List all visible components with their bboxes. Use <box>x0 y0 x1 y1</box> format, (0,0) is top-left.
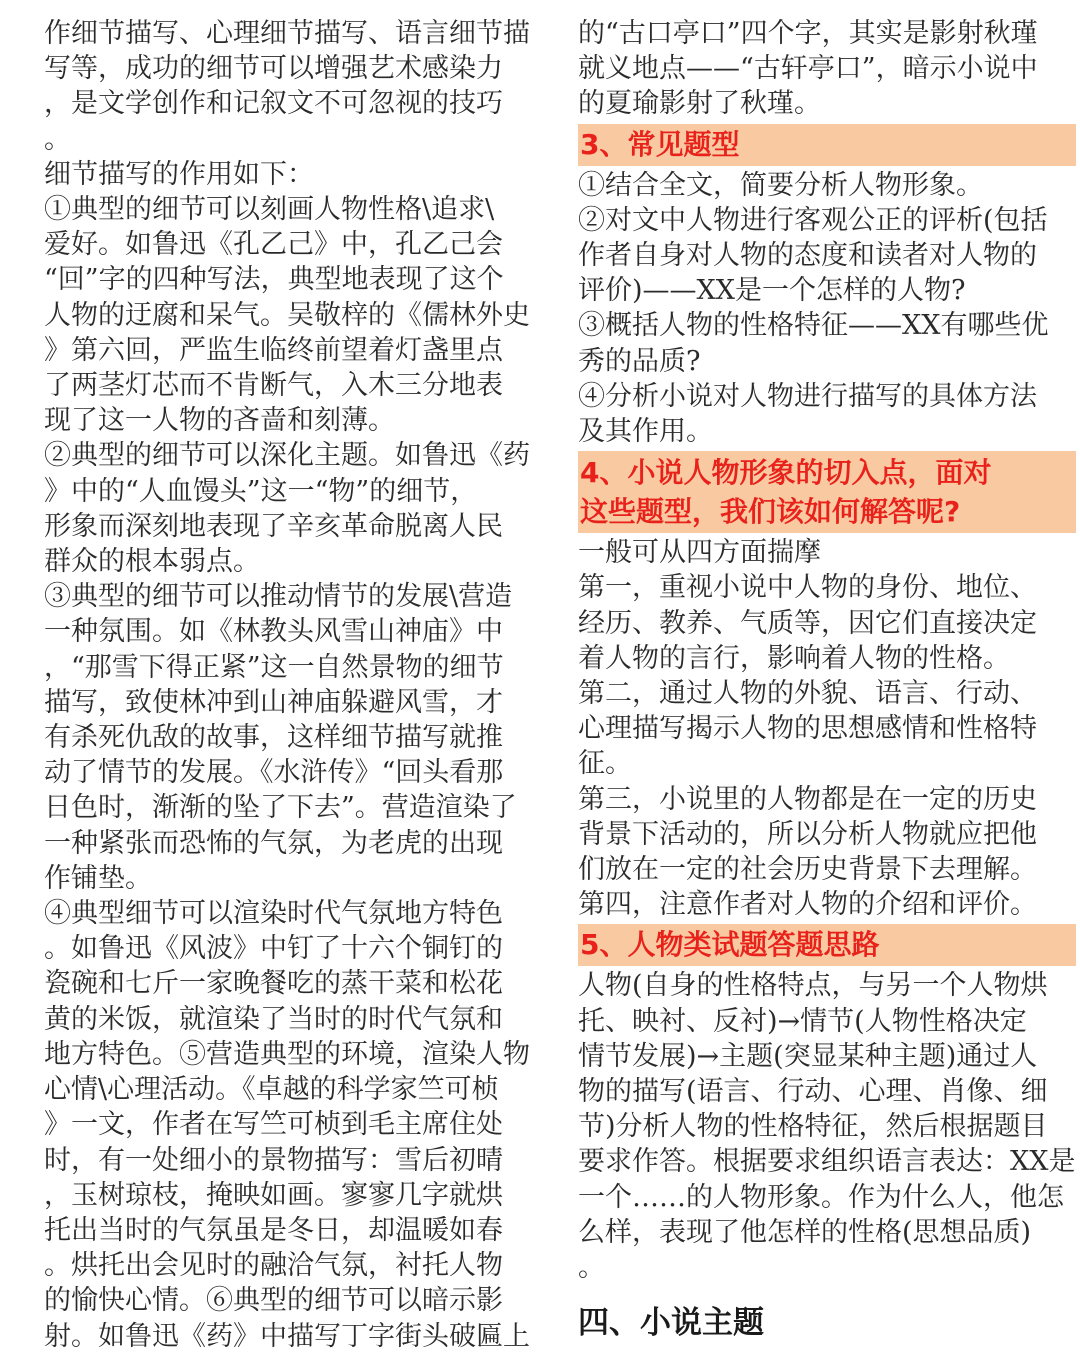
text-line: 要求作答。根据要求组织语言表达：XX是 <box>578 1146 1076 1178</box>
text-line: 人物的迂腐和呆气。吴敬梓的《儒林外史 <box>44 299 530 331</box>
text-line: 的“古口亭口”四个字，其实是影射秋瑾 <box>578 18 1038 49</box>
text-line: 一般可从四方面揣摩 <box>578 537 821 569</box>
text-line: 。如鲁迅《风波》中钉了十六个铜钉的 <box>44 933 503 965</box>
text-line: 群众的根本弱点。 <box>44 546 260 578</box>
text-line: 现了这一人物的吝啬和刻薄。 <box>44 405 395 437</box>
text-line: 们放在一定的社会历史背景下去理解。 <box>578 854 1037 886</box>
text-line: 一种紧张而恐怖的气氛，为老虎的出现 <box>44 827 503 859</box>
text-line: 心理描写揭示人物的思想感情和性格特 <box>578 713 1037 745</box>
text-line: 时，有一处细小的景物描写：雪后初晴 <box>44 1144 503 1176</box>
text-line: ④典型细节可以渲染时代气氛地方特色 <box>44 898 503 930</box>
text-line: 人物(自身的性格特点，与另一个人物烘 <box>578 970 1048 1002</box>
text-line: 评价)——XX是一个怎样的人物? <box>578 275 966 307</box>
text-line: 动了情节的发展。《水浒传》“回头看那 <box>44 757 504 789</box>
text-line: 节)分析人物的性格特征，然后根据题目 <box>578 1111 1048 1143</box>
text-line: 黄的米饭，就渲染了当时的时代气氛和 <box>44 1003 503 1035</box>
text-line: 。 <box>44 123 71 155</box>
section-heading-4-line: 这些题型，我们该如何解答呢? <box>580 495 961 529</box>
text-line: 》第六回，严监生临终前望着灯盏里点 <box>44 334 503 366</box>
text-line: ②典型的细节可以深化主题。如鲁迅《药 <box>44 440 530 472</box>
text-line: 。 <box>578 1252 605 1284</box>
text-line: 秀的品质? <box>578 345 701 377</box>
section-heading-4-line: 4、小说人物形象的切入点，面对 <box>580 456 992 490</box>
left-column <box>44 16 544 1354</box>
text-line: 托出当时的气氛虽是冬日，却温暖如春 <box>44 1214 503 1246</box>
text-line: 就义地点——“古轩亭口”，暗示小说中 <box>578 53 1038 85</box>
text-line: 第二，通过人物的外貌、语言、行动、 <box>578 678 1037 710</box>
text-line: 细节描写的作用如下： <box>44 158 314 190</box>
right-column <box>578 16 1076 1343</box>
text-line: 》中的“人血馒头”这一“物”的细节， <box>44 475 478 507</box>
text-line: ④分析小说对人物进行描写的具体方法 <box>578 380 1037 412</box>
text-line: 物的描写(语言、行动、心理、肖像、细 <box>578 1076 1048 1108</box>
text-line: 心情\心理活动。《卓越的科学家竺可桢 <box>44 1074 499 1106</box>
text-line: 托、映衬、反衬)→情节(人物性格决定 <box>578 1005 1027 1037</box>
text-line: 瓷碗和七斤一家晚餐吃的蒸干菜和松花 <box>44 968 503 1000</box>
text-line: 的夏瑜影射了秋瑾。 <box>578 88 821 120</box>
text-line: 第四，注意作者对人物的介绍和评价。 <box>578 889 1037 921</box>
section-heading-5: 5、人物类试题答题思路 <box>578 924 1076 966</box>
text-line: ，是文学创作和记叙文不可忽视的技巧 <box>44 88 503 120</box>
text-line: ，玉树琼枝，掩映如画。寥寥几字就烘 <box>44 1179 503 1211</box>
text-line: “回”字的四种写法，典型地表现了这个 <box>44 264 504 296</box>
text-line: 征。 <box>578 748 632 780</box>
text-line: 情节发展)→主题(突显某种主题)通过人 <box>578 1040 1038 1072</box>
text-line: 描写，致使林冲到山神庙躲避风雪，才 <box>44 686 503 718</box>
text-line: 地方特色。⑤营造典型的环境，渲染人物 <box>44 1038 530 1070</box>
text-line: 一个……的人物形象。作为什么人，他怎 <box>578 1181 1064 1213</box>
text-line: 射。如鲁迅《药》中描写丁字街头破匾上 <box>44 1320 530 1352</box>
text-line: ，“那雪下得正紧”这一自然景物的细节 <box>44 651 504 683</box>
text-line: 作细节描写、心理细节描写、语言细节描 <box>44 18 530 49</box>
text-line: 了两茎灯芯而不肯断气，入木三分地表 <box>44 370 503 402</box>
text-line: ①结合全文，简要分析人物形象。 <box>578 169 983 201</box>
text-line: 有杀死仇敌的故事，这样细节描写就推 <box>44 722 503 754</box>
text-line: ③概括人物的性格特征——XX有哪些优 <box>578 310 1049 342</box>
text-line: ①典型的细节可以刻画人物性格\追求\ <box>44 194 495 226</box>
section-heading-3: 3、常见题型 <box>578 124 1076 166</box>
text-line: 。烘托出会见时的融洽气氛，衬托人物 <box>44 1250 503 1282</box>
text-line: 经历、教养、气质等，因它们直接决定 <box>578 607 1037 639</box>
text-line: 日色时，渐渐的坠了下去”。营造渲染了 <box>44 792 517 824</box>
text-line: 爱好。如鲁迅《孔乙己》中，孔乙己会 <box>44 229 503 261</box>
text-line: ③典型的细节可以推动情节的发展\营造 <box>44 581 513 613</box>
text-line: 第一，重视小说中人物的身份、地位、 <box>578 572 1037 604</box>
text-line: 着人物的言行，影响着人物的性格。 <box>578 642 1010 674</box>
text-line: 背景下活动的，所以分析人物就应把他 <box>578 818 1037 850</box>
text-line: 一种氛围。如《林教头风雪山神庙》中 <box>44 616 503 648</box>
text-line: ②对文中人物进行客观公正的评析(包括 <box>578 204 1048 236</box>
text-line: 作铺垫。 <box>44 862 152 894</box>
text-line: 及其作用。 <box>578 416 713 448</box>
text-line: 么样，表现了他怎样的性格(思想品质) <box>578 1216 1032 1248</box>
text-line: 形象而深刻地表现了辛亥革命脱离人民 <box>44 510 503 542</box>
section-heading-4 <box>578 451 1076 533</box>
text-line: 》一文，作者在写竺可桢到毛主席住处 <box>44 1109 503 1141</box>
section-title: 四、小说主题 <box>578 1305 764 1342</box>
text-line: 的愉快心情。⑥典型的细节可以暗示影 <box>44 1285 503 1317</box>
text-line: 第三，小说里的人物都是在一定的历史 <box>578 783 1037 815</box>
text-line: 写等，成功的细节可以增强艺术感染力 <box>44 53 503 85</box>
text-line: 作者自身对人物的态度和读者对人物的 <box>578 240 1037 272</box>
